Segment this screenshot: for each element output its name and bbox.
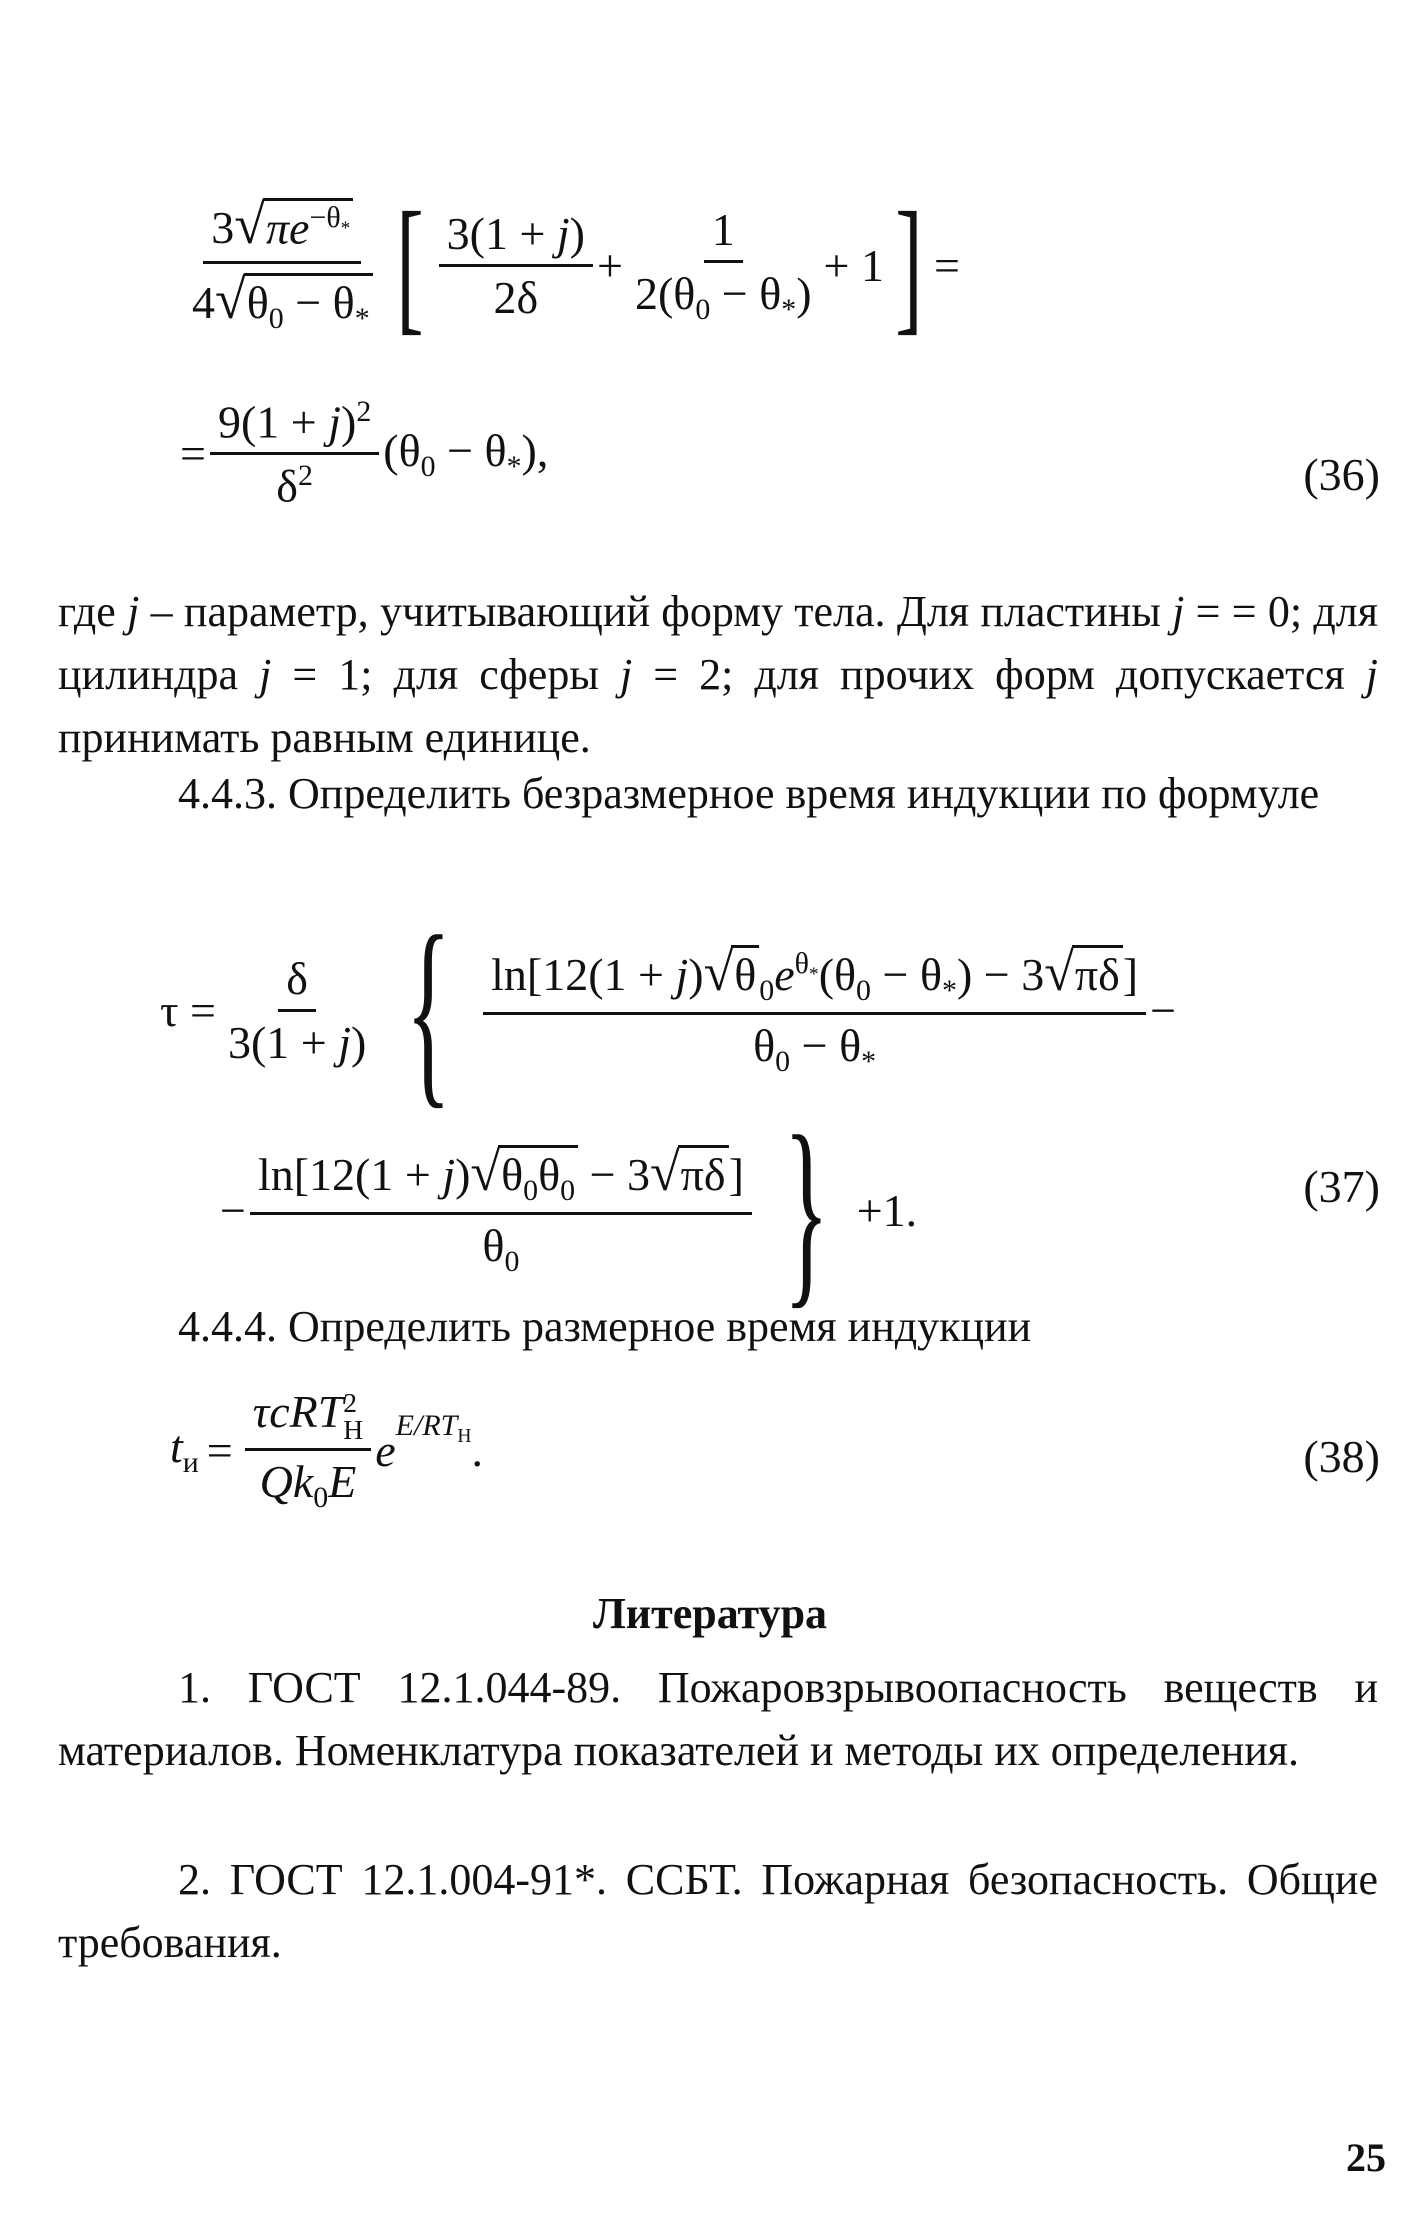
- equation-number-37: (37): [1303, 1161, 1380, 1212]
- equation-36-line-2: = $\frac{9(1 + j)^2}{\delta^2}$ $(\theta_0 - \theta_*)$,: [180, 395, 549, 512]
- eq37-prefactor-fraction: $\frac{\delta}{3(1 + j)}$: [227, 952, 367, 1068]
- equation-38: $t_и$ = τcRT 2 Н $Qk_0E$ e $E/RT_Н$ .: [170, 1386, 483, 1515]
- eq37-term-b-fraction: $\frac{\ln[12(1 + j)√\theta_0\theta_0 - 3√\pi\delta]}{\theta_0}$: [250, 1141, 752, 1279]
- eq38-fraction: τcRT 2 Н $Qk_0E$: [245, 1385, 372, 1515]
- equation-37-line-1: τ = $\frac{\delta}{3(1 + j)}$ { $\frac{\ln[12(1 + j)√\theta _0e^{\theta_*}(\theta_0 - \theta_*) - 3√\pi\delta]}{\theta_0 - \theta_*}$ −: [160, 894, 1177, 1126]
- eq36-term2-fraction: $\frac{1}{2(\theta_0 - \theta_*)}$: [634, 203, 812, 327]
- left-bracket: [: [395, 182, 424, 348]
- equation-number-36: (36): [1303, 449, 1380, 500]
- literature-item-2: 2. ГОСТ 12.1.004-91*. ССБТ. Пожарная безопасность. Общие требования.: [58, 1855, 1378, 1967]
- eq36-term1-fraction: $\frac{3(1 + j)}{2\delta}$: [439, 207, 593, 324]
- literature-heading: Литература: [592, 1589, 828, 1638]
- equation-37-line-2: − $\frac{\ln[12(1 + j)√\theta_0\theta_0 - 3√\pi\delta]}{\theta_0}$ } +1.: [220, 1094, 918, 1326]
- equation-36-line-1: $\frac{3√\pi e^{-\theta_*}}{4√\theta_0 - \theta_*}$ [ $\frac{3(1 + j)}{2\delta}$ + $\frac{1}{2(\theta_0 - \theta_*)}$ + 1 ] =: [180, 190, 960, 340]
- eq37-term-a-fraction: $\frac{\ln[12(1 + j)√\theta _0e^{\theta_*}(\theta_0 - \theta_*) - 3√\pi\delta]}{\theta_0 - \theta_*}$: [483, 941, 1146, 1079]
- eq36-line2-fraction: $\frac{9(1 + j)^2}{\delta^2}$: [210, 395, 379, 513]
- left-brace: {: [406, 894, 452, 1126]
- paragraph-4-4-4: 4.4.4. Определить размерное время индукции: [178, 1302, 1032, 1351]
- equation-number-38: (38): [1303, 1431, 1380, 1482]
- literature-item-1: 1. ГОСТ 12.1.044-89. Пожаровзрывоопасность веществ и материалов. Номенклатура показателей и методы их определения.: [58, 1663, 1378, 1775]
- page-number: 25: [1346, 2135, 1386, 2180]
- eq36-prefactor-fraction: $\frac{3√\pi e^{-\theta_*}}{4√\theta_0 - \theta_*}$: [184, 193, 381, 336]
- paragraph-4-4-3: 4.4.3. Определить безразмерное время индукции по формуле: [178, 769, 1320, 818]
- right-brace: }: [783, 1094, 829, 1326]
- right-bracket: ]: [895, 182, 923, 348]
- paragraph-j-parameter: где j – параметр, учитывающий форму тела. Для пластины j = = 0; для цилиндра j = 1; для сферы j = 2; для прочих форм допускается j принимать равным единице.: [58, 587, 1378, 762]
